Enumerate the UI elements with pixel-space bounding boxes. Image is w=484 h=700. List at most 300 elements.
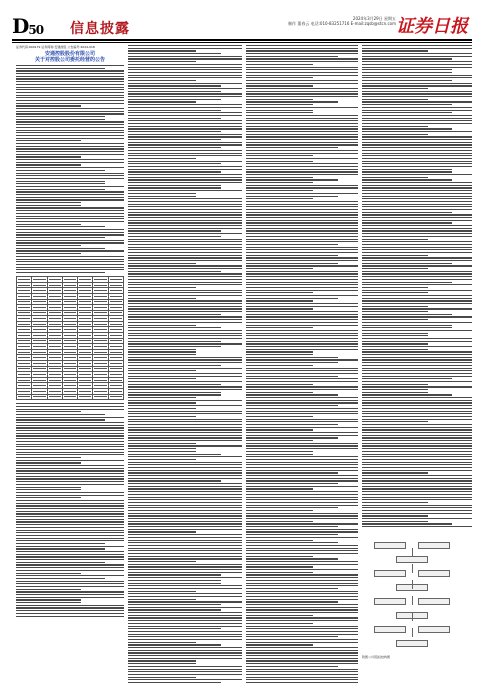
text-line — [16, 146, 124, 147]
cell-text — [64, 290, 76, 291]
text-line — [362, 126, 428, 127]
cell-text — [79, 312, 91, 313]
text-line — [362, 373, 472, 374]
text-line — [128, 569, 242, 570]
text-line — [16, 159, 124, 160]
text-line — [128, 349, 196, 350]
text-line — [128, 389, 242, 390]
text-line — [362, 228, 472, 229]
text-line — [128, 228, 242, 229]
text-line — [246, 478, 358, 479]
text-line — [246, 182, 313, 183]
text-line — [16, 95, 124, 96]
text-line — [128, 252, 242, 253]
text-line — [246, 580, 358, 581]
text-line — [362, 424, 472, 425]
text-line — [246, 99, 313, 100]
text-line — [128, 650, 242, 651]
cell-text — [79, 285, 91, 286]
cell-text — [64, 340, 76, 341]
text-line — [128, 265, 242, 266]
text-line — [16, 143, 124, 144]
cell-text — [18, 396, 30, 397]
text-line — [246, 185, 358, 186]
column-3 — [246, 45, 358, 690]
text-line — [362, 510, 472, 511]
contact-text: 制作 董春云 电话:010-83251716 E-mail:zqsb@stcn.com — [288, 21, 396, 26]
text-line — [362, 343, 428, 344]
text-line — [246, 276, 358, 277]
cell-text — [49, 279, 61, 280]
text-line — [246, 663, 358, 664]
text-line — [246, 671, 358, 672]
text-line — [128, 564, 242, 565]
text-line — [128, 120, 242, 121]
text-line — [128, 128, 242, 129]
cell-text — [94, 368, 106, 369]
text-line — [128, 362, 242, 363]
text-line — [362, 110, 472, 111]
text-line — [16, 232, 124, 233]
text-line — [128, 292, 242, 293]
text-line — [362, 521, 428, 522]
text-line — [362, 314, 452, 315]
text-line — [246, 564, 358, 565]
text-line — [246, 174, 358, 175]
cell-text — [110, 391, 122, 392]
text-line — [128, 85, 221, 86]
text-line — [128, 354, 196, 355]
text-line — [246, 679, 358, 680]
cell-text — [49, 357, 61, 358]
text-line — [128, 268, 242, 269]
text-line — [128, 531, 196, 532]
cell-text — [33, 324, 45, 325]
cell-text — [18, 290, 30, 291]
text-line — [128, 325, 196, 326]
text-line — [362, 491, 472, 492]
text-line — [16, 527, 124, 528]
text-line — [246, 228, 358, 229]
text-line — [362, 99, 428, 100]
text-line — [362, 351, 472, 352]
text-line — [16, 237, 105, 238]
text-line — [246, 139, 358, 140]
text-line — [362, 359, 472, 360]
text-line — [128, 155, 242, 156]
text-line — [246, 134, 358, 135]
text-line — [128, 413, 242, 414]
text-line — [246, 674, 358, 675]
masthead-rule — [12, 39, 472, 41]
text-line — [16, 403, 124, 404]
text-line — [16, 264, 124, 265]
text-line — [362, 440, 472, 441]
cell-text — [64, 380, 76, 381]
text-line — [362, 201, 472, 202]
text-line — [362, 454, 472, 455]
text-line — [16, 267, 124, 268]
text-line — [246, 370, 358, 371]
text-line — [362, 88, 428, 89]
text-line — [246, 660, 358, 661]
text-line — [246, 284, 358, 285]
text-line — [246, 147, 338, 148]
text-line — [246, 362, 338, 363]
text-line — [128, 107, 242, 108]
cell-text — [18, 279, 30, 280]
text-line — [128, 402, 196, 403]
text-line — [16, 449, 124, 450]
text-line — [246, 448, 358, 449]
text-line — [16, 497, 81, 498]
text-line — [246, 666, 338, 667]
text-line — [16, 570, 124, 571]
masthead — [12, 16, 472, 36]
org-connector — [412, 612, 413, 621]
cell-text — [64, 307, 76, 308]
text-line — [16, 559, 124, 560]
text-line — [362, 268, 428, 269]
cell-text — [110, 340, 122, 341]
text-line — [246, 179, 338, 180]
text-line — [246, 96, 358, 97]
text-line — [128, 507, 242, 508]
text-line — [246, 308, 313, 309]
text-line — [246, 569, 358, 570]
text-line — [362, 451, 472, 452]
text-line — [362, 166, 472, 167]
text-line — [246, 101, 338, 102]
text-line — [128, 435, 242, 436]
text-line — [128, 290, 242, 291]
text-line — [362, 276, 472, 277]
text-line — [16, 205, 81, 206]
text-line — [246, 368, 358, 369]
text-line — [362, 448, 472, 449]
cell-text — [94, 285, 106, 286]
cell-text — [64, 368, 76, 369]
text-line — [246, 306, 358, 307]
text-line — [16, 191, 124, 192]
text-line — [16, 430, 124, 431]
text-line — [246, 408, 358, 409]
text-line — [128, 171, 221, 172]
text-line — [362, 392, 428, 393]
text-line — [362, 308, 472, 309]
text-line — [246, 110, 313, 111]
cell-text — [110, 374, 122, 375]
text-line — [246, 115, 358, 116]
text-line — [246, 241, 358, 242]
text-line — [246, 311, 358, 312]
cell-text — [110, 329, 122, 330]
cell-text — [79, 385, 91, 386]
text-line — [246, 494, 358, 495]
text-line — [128, 574, 221, 575]
text-line — [128, 139, 221, 140]
text-line — [362, 505, 472, 506]
text-line — [128, 112, 242, 113]
text-line — [128, 365, 221, 366]
text-line — [362, 408, 472, 409]
text-line — [16, 538, 124, 539]
text-line — [362, 394, 452, 395]
text-line — [128, 174, 242, 175]
text-line — [128, 617, 242, 618]
date-text: 2024年3月29日 星期五 — [352, 16, 396, 21]
org-box — [396, 640, 428, 647]
cell-text — [18, 301, 30, 302]
text-line — [128, 357, 242, 358]
cell-text — [49, 346, 61, 347]
text-line — [246, 558, 338, 559]
text-line — [128, 572, 242, 573]
text-line — [362, 456, 472, 457]
text-line — [16, 500, 124, 501]
text-line — [128, 429, 242, 430]
text-line — [16, 495, 124, 496]
text-line — [246, 316, 358, 317]
text-line — [246, 45, 358, 46]
text-line — [362, 69, 452, 70]
text-line — [128, 440, 242, 441]
text-line — [246, 263, 338, 264]
text-line — [362, 279, 472, 280]
table-cell — [47, 394, 62, 400]
text-line — [16, 229, 124, 230]
cell-text — [33, 329, 45, 330]
text-line — [128, 196, 196, 197]
text-line — [246, 204, 358, 205]
text-line — [16, 162, 124, 163]
text-line — [16, 111, 124, 112]
text-line — [128, 591, 196, 592]
text-line — [246, 319, 358, 320]
text-line — [246, 212, 358, 213]
text-line — [246, 521, 313, 522]
text-line — [246, 531, 358, 532]
text-line — [128, 179, 242, 180]
text-line — [128, 392, 221, 393]
text-line — [246, 421, 358, 422]
text-line — [16, 511, 124, 512]
text-line — [128, 298, 196, 299]
cell-text — [79, 296, 91, 297]
text-line — [16, 259, 124, 260]
text-line — [128, 158, 196, 159]
text-line — [362, 271, 472, 272]
text-line — [16, 173, 124, 174]
cell-text — [49, 368, 61, 369]
cell-text — [18, 391, 30, 392]
text-line — [362, 96, 472, 97]
text-line — [16, 551, 124, 552]
text-line — [16, 454, 124, 455]
text-line — [246, 177, 313, 178]
text-line — [246, 158, 358, 159]
text-line — [362, 381, 472, 382]
text-line — [128, 677, 196, 678]
text-line — [16, 441, 124, 442]
text-line — [246, 72, 358, 73]
text-line — [16, 250, 124, 251]
text-line — [246, 381, 358, 382]
text-line — [362, 190, 472, 191]
cell-text — [33, 312, 45, 313]
table-cell — [32, 394, 47, 400]
text-line — [362, 48, 472, 49]
text-line — [16, 422, 124, 423]
text-line — [128, 577, 242, 578]
cell-text — [49, 318, 61, 319]
text-line — [246, 201, 358, 202]
text-line — [362, 118, 472, 119]
text-line — [128, 548, 242, 549]
text-line — [16, 589, 81, 590]
text-line — [246, 58, 358, 59]
text-line — [128, 663, 196, 664]
cell-text — [33, 368, 45, 369]
text-line — [246, 233, 358, 234]
text-line — [246, 650, 358, 651]
text-line — [16, 419, 105, 420]
text-line — [246, 658, 358, 659]
text-line — [362, 241, 472, 242]
cell-text — [18, 312, 30, 313]
text-line — [128, 134, 242, 135]
cell-text — [94, 391, 106, 392]
text-line — [246, 510, 313, 511]
text-line — [362, 61, 472, 62]
text-line — [128, 510, 242, 511]
text-line — [362, 526, 472, 527]
text-line — [16, 170, 105, 171]
text-line — [128, 58, 242, 59]
cell-text — [49, 290, 61, 291]
text-line — [246, 682, 358, 683]
cell-text — [94, 396, 106, 397]
text-line — [128, 104, 242, 105]
text-line — [362, 144, 472, 145]
text-line — [16, 610, 124, 611]
text-line — [128, 486, 242, 487]
text-line — [246, 255, 338, 256]
text-line — [362, 212, 452, 213]
text-line — [246, 652, 358, 653]
cell-text — [110, 279, 122, 280]
text-line — [16, 97, 124, 98]
text-line — [362, 150, 472, 151]
cell-text — [110, 318, 122, 319]
text-line — [362, 163, 472, 164]
text-line — [128, 626, 242, 627]
text-line — [362, 316, 472, 317]
text-line — [362, 445, 472, 446]
text-line — [362, 222, 452, 223]
text-line — [128, 566, 242, 567]
text-line — [362, 300, 472, 301]
text-line — [128, 545, 242, 546]
text-line — [16, 599, 81, 600]
text-line — [128, 161, 242, 162]
text-line — [246, 236, 358, 237]
text-line — [128, 136, 242, 137]
text-line — [246, 604, 358, 605]
text-line — [246, 292, 313, 293]
cell-text — [18, 296, 30, 297]
cell-text — [18, 318, 30, 319]
cell-text — [94, 363, 106, 364]
text-line — [128, 467, 242, 468]
cell-text — [94, 346, 106, 347]
text-line — [128, 400, 242, 401]
text-line — [362, 161, 472, 162]
text-line — [246, 435, 358, 436]
cell-text — [49, 324, 61, 325]
text-line — [362, 153, 472, 154]
text-line — [16, 521, 124, 522]
text-line — [362, 225, 472, 226]
text-line — [362, 196, 472, 197]
cell-text — [94, 296, 106, 297]
cell-text — [18, 329, 30, 330]
text-line — [362, 56, 472, 57]
text-line — [128, 432, 242, 433]
text-line — [16, 548, 105, 549]
text-line — [246, 64, 313, 65]
text-line — [246, 677, 358, 678]
text-line — [128, 287, 196, 288]
text-line — [362, 206, 472, 207]
text-line — [246, 373, 358, 374]
cell-text — [79, 340, 91, 341]
text-line — [128, 257, 242, 258]
text-line — [128, 303, 242, 304]
text-line — [362, 233, 472, 234]
text-line — [246, 273, 358, 274]
text-line — [362, 249, 472, 250]
text-line — [128, 233, 242, 234]
text-line — [128, 284, 242, 285]
text-line — [128, 217, 242, 218]
text-line — [128, 182, 242, 183]
text-line — [362, 515, 428, 516]
text-line — [246, 142, 358, 143]
text-line — [246, 405, 338, 406]
text-line — [362, 284, 472, 285]
text-line — [128, 593, 242, 594]
text-line — [362, 155, 472, 156]
cell-text — [64, 363, 76, 364]
text-line — [246, 411, 358, 412]
text-line — [246, 327, 313, 328]
figure-caption: 附图:公司股权结构图 — [362, 655, 391, 659]
text-line — [128, 599, 196, 600]
text-line — [16, 556, 124, 557]
text-line — [246, 626, 358, 627]
text-line — [362, 349, 428, 350]
text-line — [246, 346, 358, 347]
text-line — [362, 507, 472, 508]
text-line — [362, 389, 428, 390]
text-line — [16, 562, 105, 563]
text-line — [246, 343, 358, 344]
cell-text — [18, 357, 30, 358]
text-line — [246, 209, 358, 210]
cell-text — [94, 324, 106, 325]
text-line — [128, 236, 221, 237]
